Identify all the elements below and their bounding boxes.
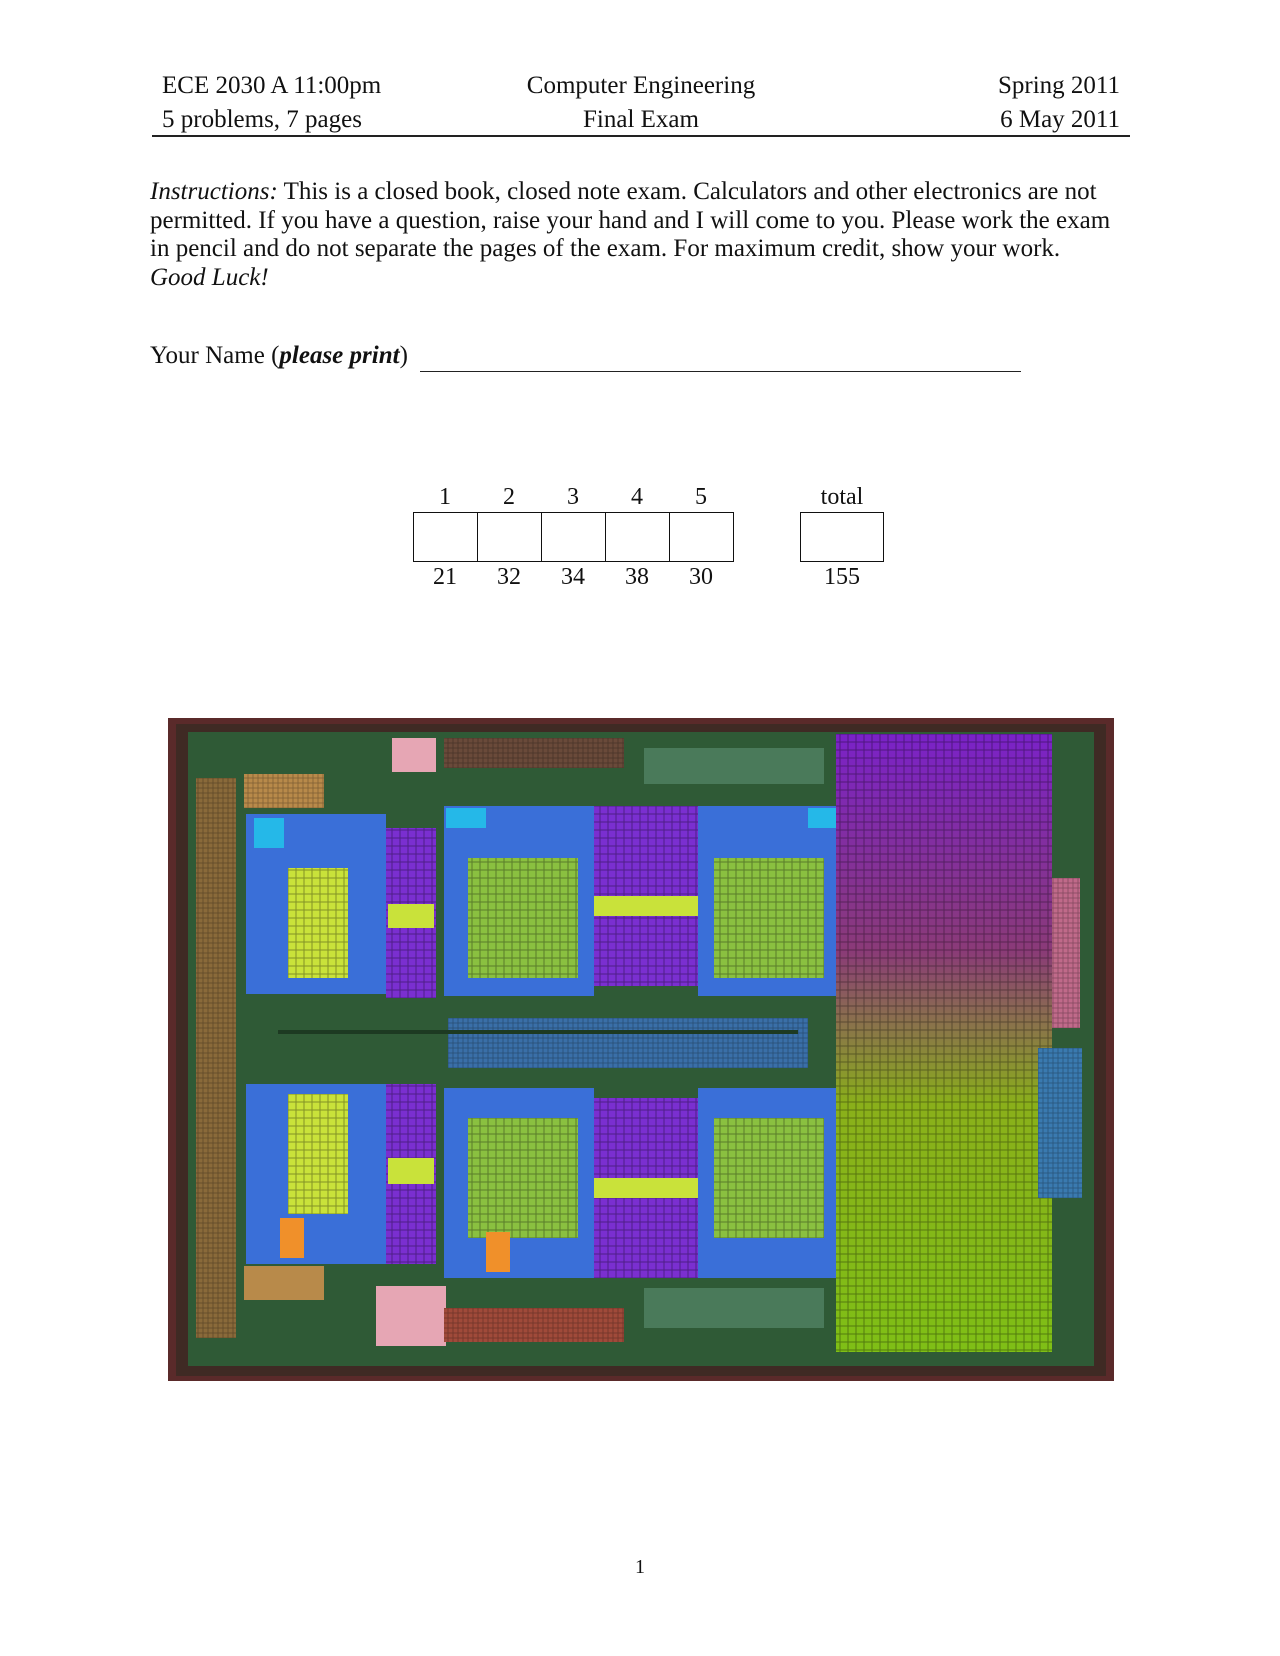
score-box-4[interactable]	[605, 512, 670, 562]
exam-scope: 5 problems, 7 pages	[162, 106, 362, 133]
name-label: Your Name (	[150, 342, 280, 369]
problem-points: 32	[497, 564, 521, 590]
problem-number: 2	[503, 484, 515, 510]
problem-points: 34	[561, 564, 585, 590]
processor-die-image	[168, 718, 1114, 1381]
term: Spring 2011	[998, 72, 1120, 99]
name-label-emphasis: please print	[279, 342, 400, 369]
name-label-suffix: )	[399, 342, 408, 369]
score-box-3[interactable]	[541, 512, 606, 562]
name-blank-line[interactable]	[420, 371, 1021, 372]
page-number: 1	[635, 1556, 645, 1578]
header-row-2	[162, 106, 1120, 134]
problem-number: 1	[439, 484, 451, 510]
course-code: ECE 2030 A 11:00pm	[162, 72, 382, 99]
score-box-2[interactable]	[477, 512, 542, 562]
total-points: 155	[824, 564, 860, 590]
score-box-5[interactable]	[669, 512, 734, 562]
problem-points: 38	[625, 564, 649, 590]
exam-date: 6 May 2011	[1000, 106, 1120, 133]
instructions-label: Instructions:	[150, 178, 278, 205]
total-label: total	[820, 484, 864, 510]
good-luck: Good Luck!	[150, 263, 269, 291]
score-box-1[interactable]	[413, 512, 478, 562]
problem-points: 30	[689, 564, 713, 590]
instructions-body: This is a closed book, closed note exam. Calculators and other electronics are not permitted. If you have a question, raise your hand and I will come to you. Please work the exam in pencil and do not separate the pages of the exam. For maximum credit, show your work.	[150, 178, 1111, 262]
subject: Computer Engineering	[526, 72, 756, 99]
header-divider	[152, 135, 1130, 137]
problem-number: 4	[631, 484, 643, 510]
exam-title: Final Exam	[583, 106, 699, 133]
problem-number: 5	[695, 484, 707, 510]
problem-points: 21	[433, 564, 457, 590]
instructions	[150, 178, 1130, 292]
score-box-total[interactable]	[800, 512, 884, 562]
name-field	[150, 342, 408, 370]
problem-number: 3	[567, 484, 579, 510]
header-row-1	[162, 72, 1120, 100]
